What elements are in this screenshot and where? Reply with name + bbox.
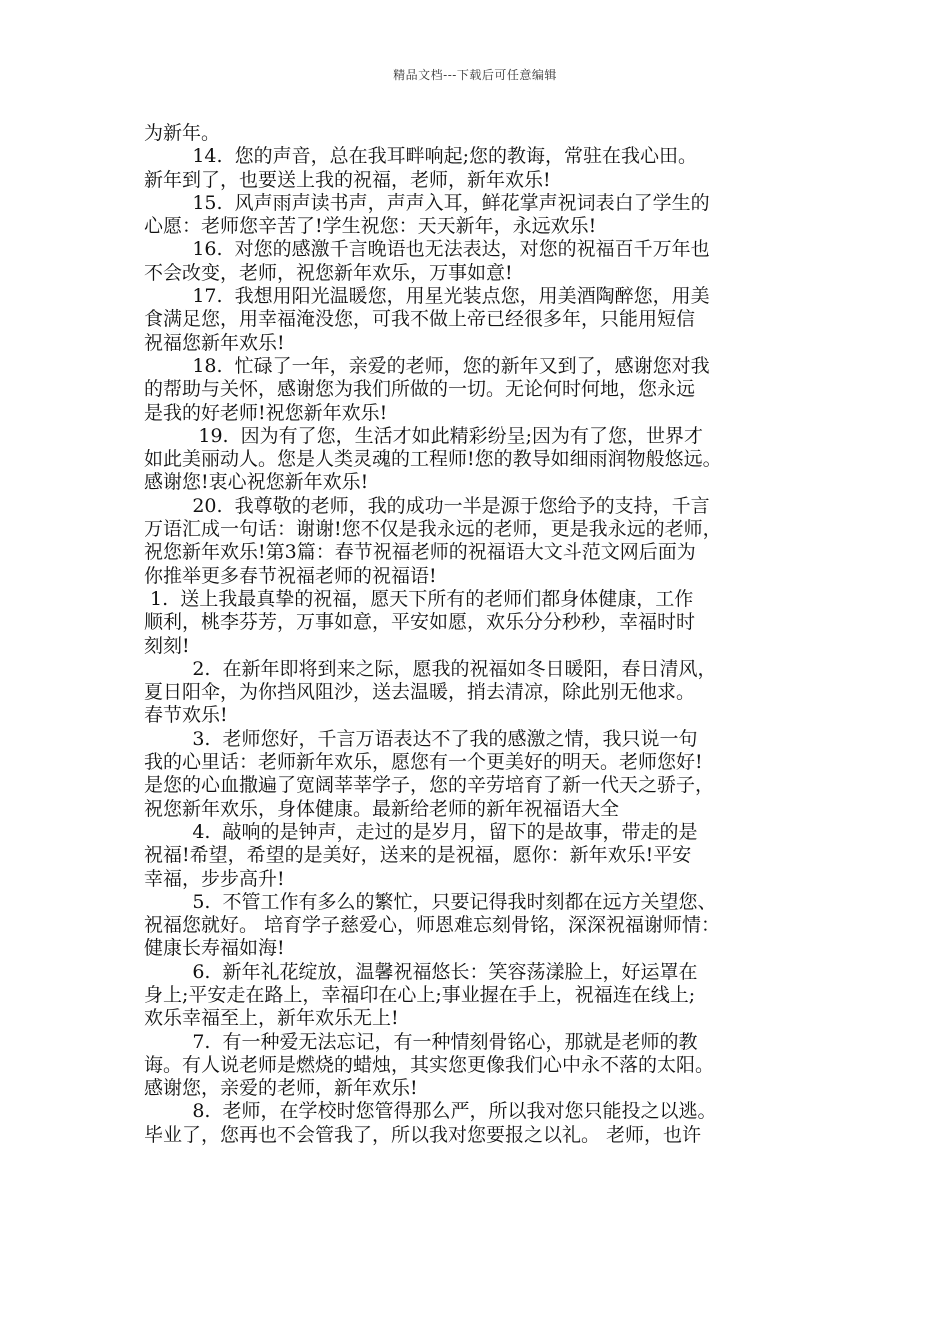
text-line: 身上;平安走在路上，幸福印在心上;事业握在手上，祝福连在线上; [144,983,696,1006]
text-line: 的帮助与关怀，感谢您为我们所做的一切。无论何时何地，您永远 [144,378,696,401]
text-line: 8. 老师，在学校时您管得那么严，所以我对您只能投之以逃。 [144,1100,717,1123]
text-line: 祝您新年欢乐，身体健康。最新给老师的新年祝福语大全 [144,797,620,820]
text-line: 顺利，桃李芬芳，万事如意，平安如愿，欢乐分分秒秒，幸福时时 [144,611,696,634]
text-line: 夏日阳伞，为你挡风阻沙，送去温暖，捎去清凉，除此别无他求。 [144,681,696,704]
text-line: 诲。有人说老师是燃烧的蜡烛，其实您更像我们心中永不落的太阳。 [144,1053,715,1076]
text-line: 14. 您的声音，总在我耳畔响起;您的教诲，常驻在我心田。 [144,145,698,168]
text-line: 18. 忙碌了一年，亲爱的老师，您的新年又到了，感谢您对我 [144,354,710,377]
text-line: 是我的好老师!祝您新年欢乐! [144,401,388,424]
text-line: 春节欢乐! [144,704,228,727]
text-line: 你推举更多春节祝福老师的祝福语! [144,564,437,587]
document-body [144,122,824,1147]
text-line: 感谢您!衷心祝您新年欢乐! [144,471,369,494]
text-line: 4. 敲响的是钟声，走过的是岁月，留下的是故事，带走的是 [144,820,698,843]
text-line: 祝福您就好。 培育学子慈爱心，师恩难忘刻骨铭，深深祝福谢师情： [144,914,721,937]
text-line: 食满足您，用幸福淹没您，可我不做上帝已经很多年，只能用短信 [144,308,696,331]
text-line: 欢乐幸福至上，新年欢乐无上! [144,1007,399,1030]
text-line: 不会改变，老师，祝您新年欢乐，万事如意! [144,261,513,284]
text-line: 6. 新年礼花绽放，温馨祝福悠长：笑容荡漾脸上，好运罩在 [144,960,698,983]
text-line: 为新年。 [144,122,221,144]
text-line: 感谢您，亲爱的老师，新年欢乐! [144,1077,418,1100]
text-line: 17. 我想用阳光温暖您，用星光装点您，用美酒陶醉您，用美 [144,285,710,308]
text-line: 我的心里话：老师新年欢乐，愿您有一个更美好的明天。老师您好! [144,751,703,774]
text-line: 新年到了，也要送上我的祝福，老师，新年欢乐! [144,168,551,191]
text-line: 3. 老师您好，千言万语表达不了我的感激之情，我只说一句 [144,727,698,750]
text-line: 16. 对您的感激千言晚语也无法表达，对您的祝福百千万年也 [144,238,710,261]
text-line: 健康长寿福如海! [144,937,285,960]
page-header: 精品文档---下载后可任意编辑 [393,68,557,82]
text-line: 刻刻! [144,634,190,657]
text-line: 1. 送上我最真挚的祝福，愿天下所有的老师们都身体健康，工作 [144,587,694,610]
text-line: 毕业了，您再也不会管我了，所以我对您要报之以礼。 老师，也许 [144,1123,702,1146]
text-line: 万语汇成一句话：谢谢!您不仅是我永远的老师，更是我永远的老师， [144,518,722,541]
text-line: 2. 在新年即将到来之际，愿我的祝福如冬日暖阳，春日清风， [144,657,717,680]
text-line: 祝福!希望，希望的是美好，送来的是祝福，愿你：新年欢乐!平安 [144,844,692,867]
text-line: 如此美丽动人。您是人类灵魂的工程师!您的教导如细雨润物般悠远。 [144,448,722,471]
text-line: 5. 不管工作有多么的繁忙，只要记得我时刻都在远方关望您、 [144,890,717,913]
text-line: 祝您新年欢乐!第3篇：春节祝福老师的祝福语大文斗范文网后面为 [144,541,696,564]
text-line: 19. 因为有了您，生活才如此精彩纷呈;因为有了您，世界才 [144,424,704,447]
text-line: 是您的心血撒遍了宽阔莘莘学子，您的辛劳培育了新一代天之骄子， [144,774,715,797]
text-line: 20. 我尊敬的老师，我的成功一半是源于您给予的支持，千言 [144,494,710,517]
text-line: 15. 风声雨声读书声，声声入耳，鲜花掌声祝词表白了学生的 [144,191,710,214]
text-line: 心愿：老师您辛苦了!学生祝您：天天新年，永远欢乐! [144,215,597,238]
text-line: 祝福您新年欢乐! [144,331,285,354]
text-line: 7. 有一种爱无法忘记，有一种情刻骨铭心，那就是老师的教 [144,1030,698,1053]
text-line: 幸福，步步高升! [144,867,285,890]
